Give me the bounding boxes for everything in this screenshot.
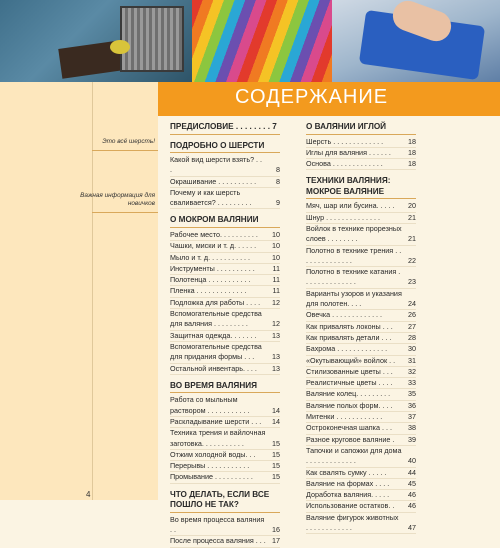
page-number: 4	[86, 490, 91, 499]
toc-entry-page: 14	[272, 416, 280, 426]
toc-entry-page: 18	[408, 159, 416, 169]
sidebar-note-rule	[92, 212, 158, 213]
photo-hands-felting	[332, 0, 500, 82]
toc-entry-page: 46	[408, 501, 416, 511]
toc-entry-label: Валяние полых форм. . . .	[306, 400, 393, 410]
toc-entry	[306, 479, 416, 490]
toc-entry	[306, 378, 416, 389]
toc-entry-page: 39	[408, 434, 416, 444]
toc-entry-page: 8	[276, 165, 280, 175]
toc-entry-page: 10	[272, 252, 280, 262]
toc-entry	[306, 333, 416, 344]
toc-entry-label: Разное круговое валяние .	[306, 434, 395, 444]
toc-entry-label: Мыло и т. д. . . . . . . . . . .	[170, 252, 251, 262]
toc-entry-label: Доработка валяния. . . . .	[306, 490, 390, 500]
toc-entry-page: 13	[272, 352, 280, 362]
toc-entry	[306, 213, 416, 224]
toc-entry-page: 38	[408, 423, 416, 433]
toc-entry	[170, 188, 280, 210]
toc-entry-page: 22	[408, 255, 416, 265]
toc-entry-label: «Окутывающий» войлок . .	[306, 355, 396, 365]
toc-entry-page: 31	[408, 355, 416, 365]
toc-entry-page: 14	[272, 405, 280, 415]
toc-section-rule	[306, 198, 416, 199]
toc-entry-label: Как привалять детали . . .	[306, 332, 392, 342]
toc-entry-label: Инструменты . . . . . . . . . .	[170, 263, 255, 273]
toc-entry-label: Отжим холодной воды. . .	[170, 449, 256, 459]
toc-entry-label: Защитная одежда. . . . . . .	[170, 330, 257, 340]
toc-entry-page: 17	[272, 536, 280, 546]
toc-entry-page: 35	[408, 389, 416, 399]
toc-entry-label: Бахрома . . . . . . . . . . . . .	[306, 344, 388, 354]
toc-entry	[306, 201, 416, 212]
toc-entry-page: 30	[408, 344, 416, 354]
toc-section-heading: О ВАЛЯНИИ ИГЛОЙ	[306, 122, 387, 131]
toc-entry	[170, 417, 280, 428]
photo-soap	[110, 40, 130, 54]
toc-entry-label: Валяние колец. . . . . . . . .	[306, 389, 391, 399]
toc-section-rule	[170, 134, 280, 135]
toc-entry-label: Овечка . . . . . . . . . . . . .	[306, 310, 383, 320]
toc-entry-page: 46	[408, 490, 416, 500]
toc-entry-page: 40	[408, 456, 416, 466]
toc-entry	[306, 159, 416, 170]
toc-entry-label: После процесса валяния . . .	[170, 536, 266, 546]
toc-section-heading: О МОКРОМ ВАЛЯНИИ	[170, 215, 259, 225]
toc-section-heading: ВО ВРЕМЯ ВАЛЯНИЯ	[170, 380, 257, 390]
toc-entry	[306, 322, 416, 333]
sidebar-note-rule	[92, 150, 158, 151]
toc-entry	[306, 224, 416, 246]
toc-entry-label: Полотно в технике катания . . . . . . . . . . . . . .	[306, 267, 401, 287]
toc-entry-label: Митенки . . . . . . . . . . . .	[306, 412, 383, 422]
toc-entry-page: 36	[408, 400, 416, 410]
toc-entry-label: Техника трения и вайлочная заготовка. . . . . . . . . . .	[170, 428, 266, 448]
toc-section-rule	[170, 227, 280, 228]
toc-entry	[170, 155, 280, 177]
toc-entry	[306, 267, 416, 289]
toc-entry-label: Как привалять локоны . . .	[306, 321, 393, 331]
toc-entry-page: 12	[272, 297, 280, 307]
sidebar-note: Важная информация для новичков	[80, 192, 155, 208]
toc-entry	[306, 356, 416, 367]
toc-entry-label: Полотенца . . . . . . . . . . .	[170, 275, 251, 285]
toc-entry-page: 45	[408, 478, 416, 488]
toc-entry-label: Тапочки и сапожки для дома . . . . . . . . . . . . .	[306, 445, 402, 466]
toc-entry	[170, 241, 280, 252]
toc-entry-label: Мяч, шар или бусина. . . . .	[306, 201, 395, 211]
toc-entry-page: 11	[272, 275, 280, 285]
toc-entry	[306, 513, 416, 535]
toc-entry-label: Реалистичные цветы . . . .	[306, 378, 393, 388]
toc-entry-page: 18	[408, 147, 416, 157]
toc-column-left	[170, 122, 280, 548]
toc-section-heading: ПРЕДИСЛОВИЕ . . . . . . . . 7	[170, 122, 277, 131]
toc-entry-page: 13	[272, 363, 280, 373]
toc-entry-label: Шерсть . . . . . . . . . . . . .	[306, 136, 384, 146]
toc-entry	[306, 367, 416, 378]
toc-entry	[170, 472, 280, 483]
toc-entry	[170, 364, 280, 375]
toc-entry-page: 11	[272, 263, 280, 273]
toc-entry-label: Чашки, миски и т. д. . . . . .	[170, 241, 257, 251]
toc-entry-page: 15	[272, 438, 280, 448]
toc-entry-label: Основа . . . . . . . . . . . . .	[306, 159, 383, 169]
toc-entry-label: Работа со мыльным раствором . . . . . . . . . . .	[170, 395, 250, 415]
toc-entry-label: Во время процесса валяния . .	[170, 514, 265, 535]
toc-entry-label: Остальной инвентарь. . . .	[170, 363, 257, 373]
toc-section-rule	[170, 152, 280, 153]
toc-entry	[170, 275, 280, 286]
toc-entry-page: 11	[272, 286, 280, 296]
toc-entry	[306, 423, 416, 434]
toc-entry	[306, 246, 416, 268]
toc-entry-page: 21	[408, 212, 416, 222]
toc-section-rule	[170, 392, 280, 393]
photo-dyed-wool	[192, 0, 332, 82]
toc-entry	[170, 286, 280, 297]
toc-entry	[170, 450, 280, 461]
toc-entry-page: 8	[276, 176, 280, 186]
toc-section-rule	[170, 512, 280, 513]
sidebar-note: Это всё шерсть!	[102, 138, 155, 145]
toc-entry-label: Варианты узоров и указания для полотен. . . .	[306, 288, 402, 309]
toc-entry-label: Вспомогательные средства для валяния . . . . . . . . .	[170, 309, 262, 329]
toc-section-heading: ЧТО ДЕЛАТЬ, ЕСЛИ ВСЕ ПОШЛО НЕ ТАК?	[170, 489, 270, 510]
toc-column-right	[306, 122, 416, 534]
toc-entry-page: 15	[272, 449, 280, 459]
toc-entry-label: Использование остатков. .	[306, 501, 395, 511]
toc-entry-page: 15	[272, 472, 280, 482]
toc-entry	[170, 298, 280, 309]
toc-entry-page: 24	[408, 299, 416, 309]
toc-entry	[170, 177, 280, 188]
photo-washboard	[120, 6, 184, 72]
toc-entry-label: Пленка . . . . . . . . . . . . .	[170, 286, 247, 296]
toc-entry	[170, 536, 280, 547]
toc-entry-label: Промывание . . . . . . . . . .	[170, 472, 253, 482]
header-photo-strip	[0, 0, 500, 82]
toc-entry	[170, 331, 280, 342]
toc-section-rule	[306, 134, 416, 135]
toc-entry-page: 37	[408, 412, 416, 422]
toc-entry-label: Подложка для работы . . . .	[170, 297, 261, 307]
toc-entry	[306, 310, 416, 321]
toc-entry-page: 33	[408, 378, 416, 388]
toc-entry	[170, 309, 280, 331]
toc-entry-page: 23	[408, 277, 416, 287]
toc-entry-page: 44	[408, 467, 416, 477]
toc-entry-label: Валяние на формах . . . .	[306, 478, 390, 488]
toc-entry	[306, 344, 416, 355]
toc-entry	[306, 289, 416, 311]
toc-entry-page: 15	[272, 461, 280, 471]
toc-entry-page: 18	[408, 136, 416, 146]
toc-entry-label: Стилизованные цветы . . .	[306, 366, 393, 376]
toc-entry-page: 28	[408, 332, 416, 342]
toc-section-heading: ПОДРОБНО О ШЕРСТИ	[170, 140, 265, 150]
toc-entry	[306, 148, 416, 159]
toc-entry-label: Как свалять сумку . . . . .	[306, 467, 387, 477]
toc-entry-page: 26	[408, 310, 416, 320]
toc-entry	[306, 412, 416, 423]
photo-felting-tools	[0, 0, 192, 82]
toc-entry-page: 12	[272, 319, 280, 329]
toc-entry	[170, 264, 280, 275]
toc-entry	[170, 515, 280, 537]
toc-entry	[306, 389, 416, 400]
toc-entry-label: Раскладывание шерсти . . .	[170, 416, 262, 426]
toc-entry-page: 27	[408, 321, 416, 331]
toc-entry-label: Почему и как шерсть сваливается? . . . . . . . . .	[170, 187, 252, 208]
toc-entry-label: Валяние фигурок животных . . . . . . . . . . . .	[306, 512, 399, 532]
toc-entry	[306, 468, 416, 479]
toc-entry-page: 10	[272, 241, 280, 251]
toc-entry-label: Рабочее место. . . . . . . . . .	[170, 229, 258, 239]
toc-entry	[170, 428, 280, 450]
toc-entry	[170, 461, 280, 472]
toc-entry	[170, 253, 280, 264]
toc-entry-page: 20	[408, 201, 416, 211]
toc-entry	[306, 401, 416, 412]
toc-entry-label: Войлок в технике прорезных слоев . . . . . . . .	[306, 223, 402, 244]
toc-entry-page: 47	[408, 523, 416, 532]
toc-entry	[170, 342, 280, 364]
toc-entry-page: 32	[408, 366, 416, 376]
toc-entry	[306, 137, 416, 148]
page-title: СОДЕРЖАНИЕ	[235, 86, 389, 108]
toc-entry-page: 9	[276, 198, 280, 208]
toc-entry-page: 21	[408, 234, 416, 244]
toc-entry-label: Какой вид шерсти взять? . . .	[170, 155, 263, 175]
toc-entry	[170, 395, 280, 417]
toc-entry-label: Иглы для валяния . . . . . .	[306, 147, 391, 157]
toc-entry-page: 16	[272, 525, 280, 535]
toc-entry-label: Шнур . . . . . . . . . . . . . .	[306, 212, 380, 222]
toc-entry-label: Полотно в технике трения . . . . . . . . . . . . . .	[306, 245, 402, 265]
toc-entry-label: Вспомогательные средства для придания формы . . .	[170, 341, 262, 362]
toc-entry	[170, 230, 280, 241]
toc-entry-label: Перерывы . . . . . . . . . . .	[170, 461, 250, 471]
toc-entry-page: 10	[272, 229, 280, 239]
toc-entry	[306, 435, 416, 446]
toc-entry-page: 13	[272, 330, 280, 340]
toc-entry-label: Окрашивание . . . . . . . . . .	[170, 176, 257, 186]
toc-entry-label: Остроконечная шапка . . .	[306, 423, 392, 433]
toc-entry	[306, 446, 416, 468]
toc-entry	[306, 501, 416, 512]
toc-section-heading: ТЕХНИКИ ВАЛЯНИЯ: МОКРОЕ ВАЛЯНИЕ	[306, 176, 391, 196]
